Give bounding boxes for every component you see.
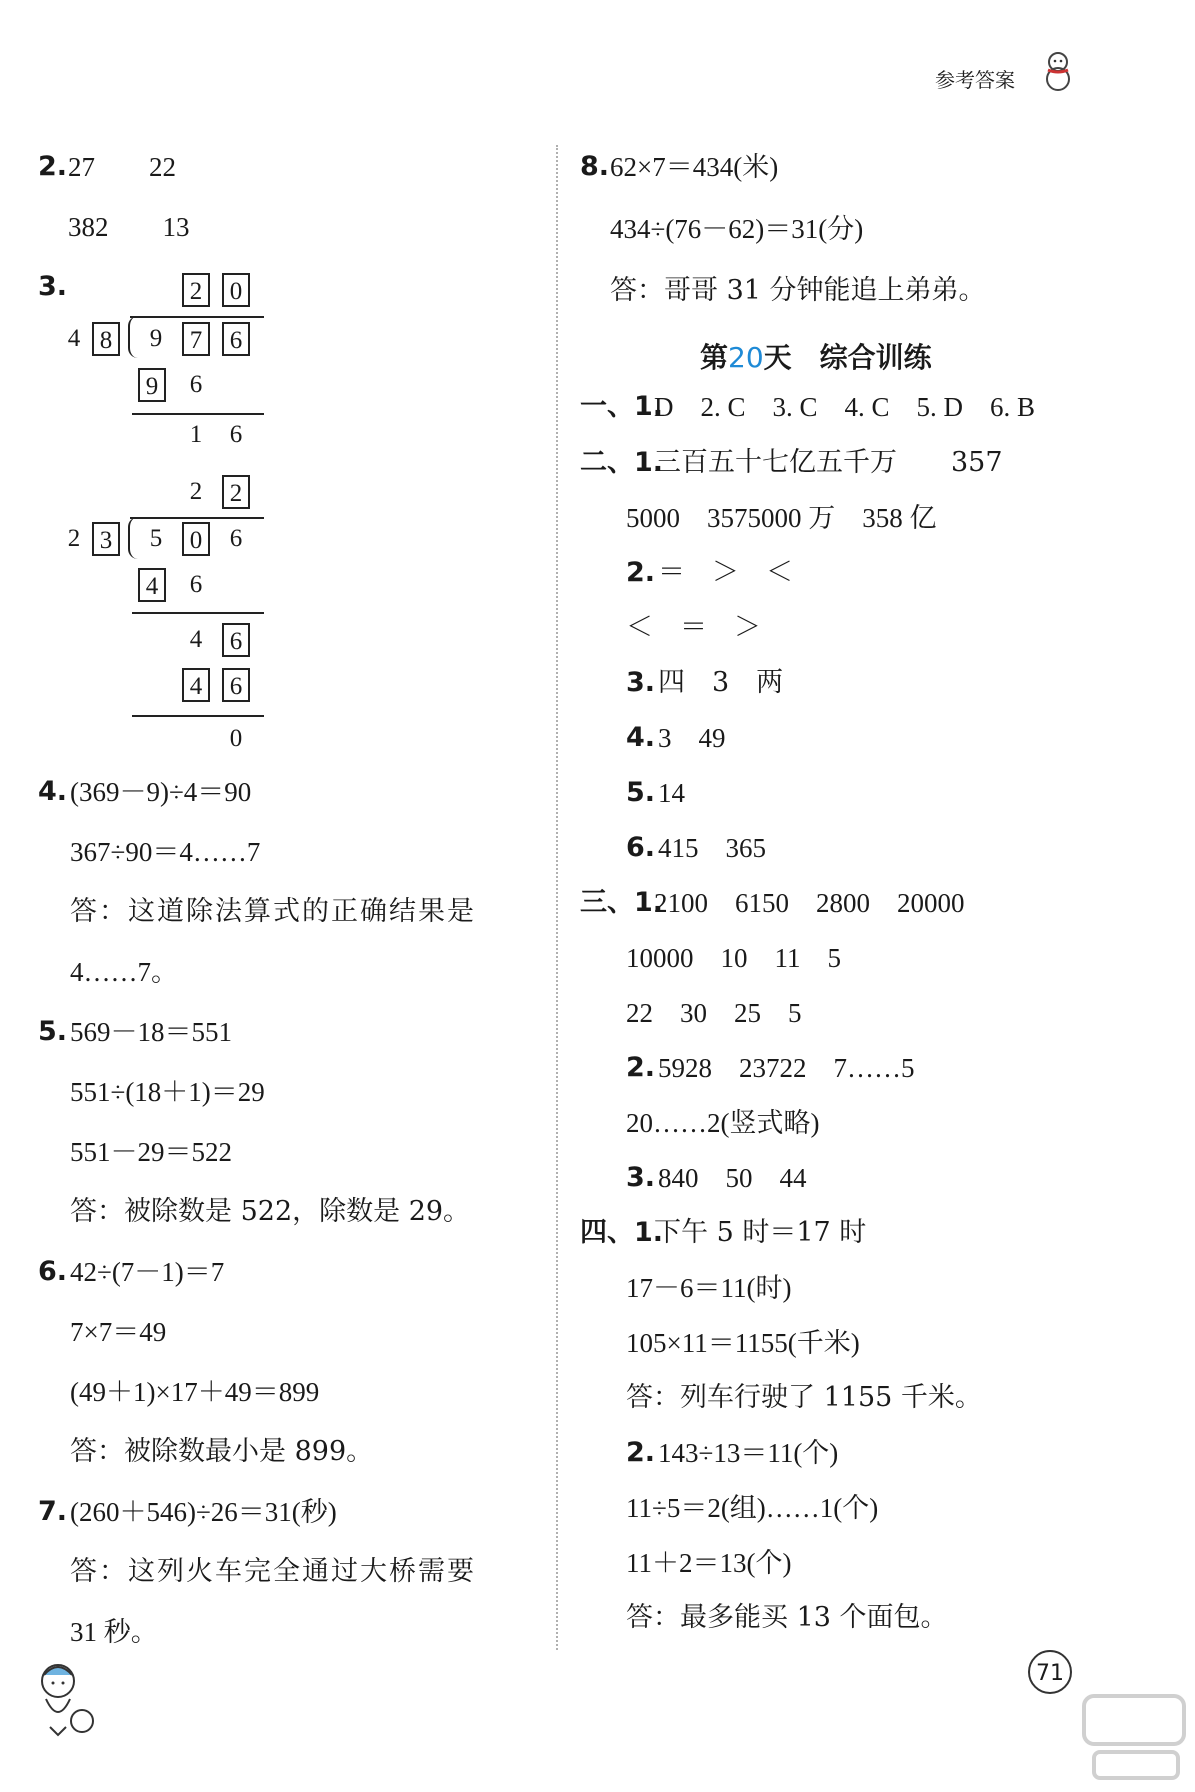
part2-q6-number: 6.: [626, 832, 656, 863]
q5-line1: 569－18＝551: [70, 1017, 232, 1047]
q6-line2: 7×7＝49: [70, 1317, 167, 1347]
subtract-line: [132, 715, 264, 717]
answer-box: 4: [182, 668, 210, 702]
part2-q2-line2: ＜ ＝ ＞: [626, 612, 761, 643]
part4-q1-line2: 17－6＝11(时): [626, 1273, 792, 1303]
answer-box: 6: [222, 322, 250, 356]
part2-q2-number: 2.: [626, 557, 656, 588]
part3-q2-line2: 20……2(竖式略): [626, 1108, 820, 1138]
answer-box: 6: [222, 668, 250, 702]
snowman-icon: [1040, 48, 1076, 92]
part2-q4-number: 4.: [626, 722, 656, 753]
answer-box: 0: [222, 273, 250, 307]
part1-line1: D 2. C 3. C 4. C 5. D 6. B: [654, 392, 1036, 422]
q5-line4: 答：被除数是 522，除数是 29。: [70, 1196, 471, 1227]
part3-q2-number: 2.: [626, 1052, 656, 1083]
part2-q5: 14: [658, 778, 685, 808]
part4-q2-line2: 11÷5＝2(组)……1(个): [626, 1493, 879, 1523]
q2-number: 2.: [38, 151, 68, 182]
answer-box: 7: [182, 322, 210, 356]
q7-line2: 答：这列火车完全通过大桥需要: [70, 1556, 476, 1587]
child-mascot-icon: [36, 1655, 96, 1741]
q3-number: 3.: [38, 271, 68, 302]
part3-q3: 840 50 44: [658, 1163, 807, 1193]
part2-q4: 3 49: [658, 723, 726, 753]
q4-line1: (369－9)÷4＝90: [70, 777, 252, 807]
part2-number: 二、1.: [580, 447, 664, 478]
division-bar: [130, 517, 264, 519]
answer-box: 4: [138, 568, 166, 602]
part3-q3-number: 3.: [626, 1162, 656, 1193]
q8-line1: 62×7＝434(米): [610, 152, 779, 182]
page-header-title: 参考答案: [935, 68, 1015, 92]
answer-box: 0: [182, 522, 210, 556]
remainder-digit: 1: [189, 421, 203, 448]
part4-q2-line4: 答：最多能买 13 个面包。: [626, 1602, 948, 1633]
part4-q2-number: 2.: [626, 1437, 656, 1468]
section-day-number: 20: [728, 341, 764, 374]
answer-box: 6: [222, 623, 250, 657]
q7-line1: (260＋546)÷26＝31(秒): [70, 1497, 337, 1527]
part2-q2-line1: ＝ ＞ ＜: [658, 557, 793, 588]
answer-box: 9: [138, 368, 166, 402]
q8-number: 8.: [580, 151, 610, 182]
part2-q6: 415 365: [658, 833, 766, 863]
subtract-digit: 6: [189, 571, 203, 598]
section-title: [700, 336, 932, 376]
q5-number: 5.: [38, 1016, 68, 1047]
section-title-prefix: 第: [700, 341, 729, 374]
dividend-digit: 9: [149, 325, 163, 352]
page-number: 71: [1028, 1650, 1072, 1694]
q6-line4: 答：被除数最小是 899。: [70, 1436, 374, 1467]
dividend-digit: 5: [149, 525, 163, 552]
dividend-digit: 6: [229, 525, 243, 552]
q2-line2: 382 13: [68, 212, 190, 242]
q8-line3: 答：哥哥 31 分钟能追上弟弟。: [610, 275, 986, 306]
q6-number: 6.: [38, 1256, 68, 1287]
part3-number: 三、1.: [580, 887, 664, 918]
subtract-digit: 6: [189, 371, 203, 398]
part4-q2-line1: 143÷13＝11(个): [658, 1438, 839, 1468]
part3-q1-line1: 2100 6150 2800 20000: [654, 888, 965, 918]
part2-q1-line2: 5000 3575000 万 358 亿: [626, 503, 937, 533]
q6-line3: (49＋1)×17＋49＝899: [70, 1377, 320, 1407]
part2-q3-number: 3.: [626, 667, 656, 698]
part3-q1-line2: 10000 10 11 5: [626, 943, 841, 973]
q4-number: 4.: [38, 776, 68, 807]
remainder-digit: 0: [229, 725, 243, 752]
q4-line3: 答：这道除法算式的正确结果是: [70, 896, 476, 927]
subtract-line: [132, 612, 264, 614]
division-bar: [130, 316, 264, 318]
q4-line4: 4……7。: [70, 957, 178, 987]
divisor-digit: 2: [67, 525, 81, 552]
part4-q2-line3: 11＋2＝13(个): [626, 1548, 792, 1578]
part2-q5-number: 5.: [626, 777, 656, 808]
part2-q1-line1: 三百五十七亿五千万 357: [654, 447, 1003, 478]
answer-box: 3: [92, 522, 120, 556]
watermark-logo: [1080, 1690, 1190, 1785]
q4-line2: 367÷90＝4……7: [70, 837, 261, 867]
q5-line2: 551÷(18＋1)＝29: [70, 1077, 265, 1107]
q6-line1: 42÷(7－1)＝7: [70, 1257, 225, 1287]
part4-number: 四、1.: [580, 1217, 664, 1248]
subtract-line: [132, 413, 264, 415]
q5-line3: 551－29＝522: [70, 1137, 232, 1167]
part3-q2-line1: 5928 23722 7……5: [658, 1053, 915, 1083]
q7-number: 7.: [38, 1496, 68, 1527]
q8-line2: 434÷(76－62)＝31(分): [610, 214, 864, 244]
answer-box: 2: [182, 273, 210, 307]
part1-number: 一、1.: [580, 391, 664, 422]
part4-q1-line4: 答：列车行驶了 1155 千米。: [626, 1382, 982, 1413]
q2-line1: 27 22: [68, 152, 176, 182]
quotient-digit: 2: [189, 478, 203, 505]
answer-box: 2: [222, 475, 250, 509]
q7-line3: 31 秒。: [70, 1617, 158, 1647]
column-divider: [556, 145, 558, 1650]
part4-q1-line3: 105×11＝1155(千米): [626, 1328, 860, 1358]
remainder-digit: 6: [229, 421, 243, 448]
part4-q1-line1: 下午 5 时＝17 时: [654, 1217, 867, 1248]
part3-q1-line3: 22 30 25 5: [626, 998, 802, 1028]
answer-box: 8: [92, 322, 120, 356]
part2-q3: 四 3 两: [658, 667, 784, 698]
section-title-suffix: 天 综合训练: [763, 341, 932, 374]
middle-digit: 4: [189, 626, 203, 653]
divisor-digit: 4: [67, 325, 81, 352]
